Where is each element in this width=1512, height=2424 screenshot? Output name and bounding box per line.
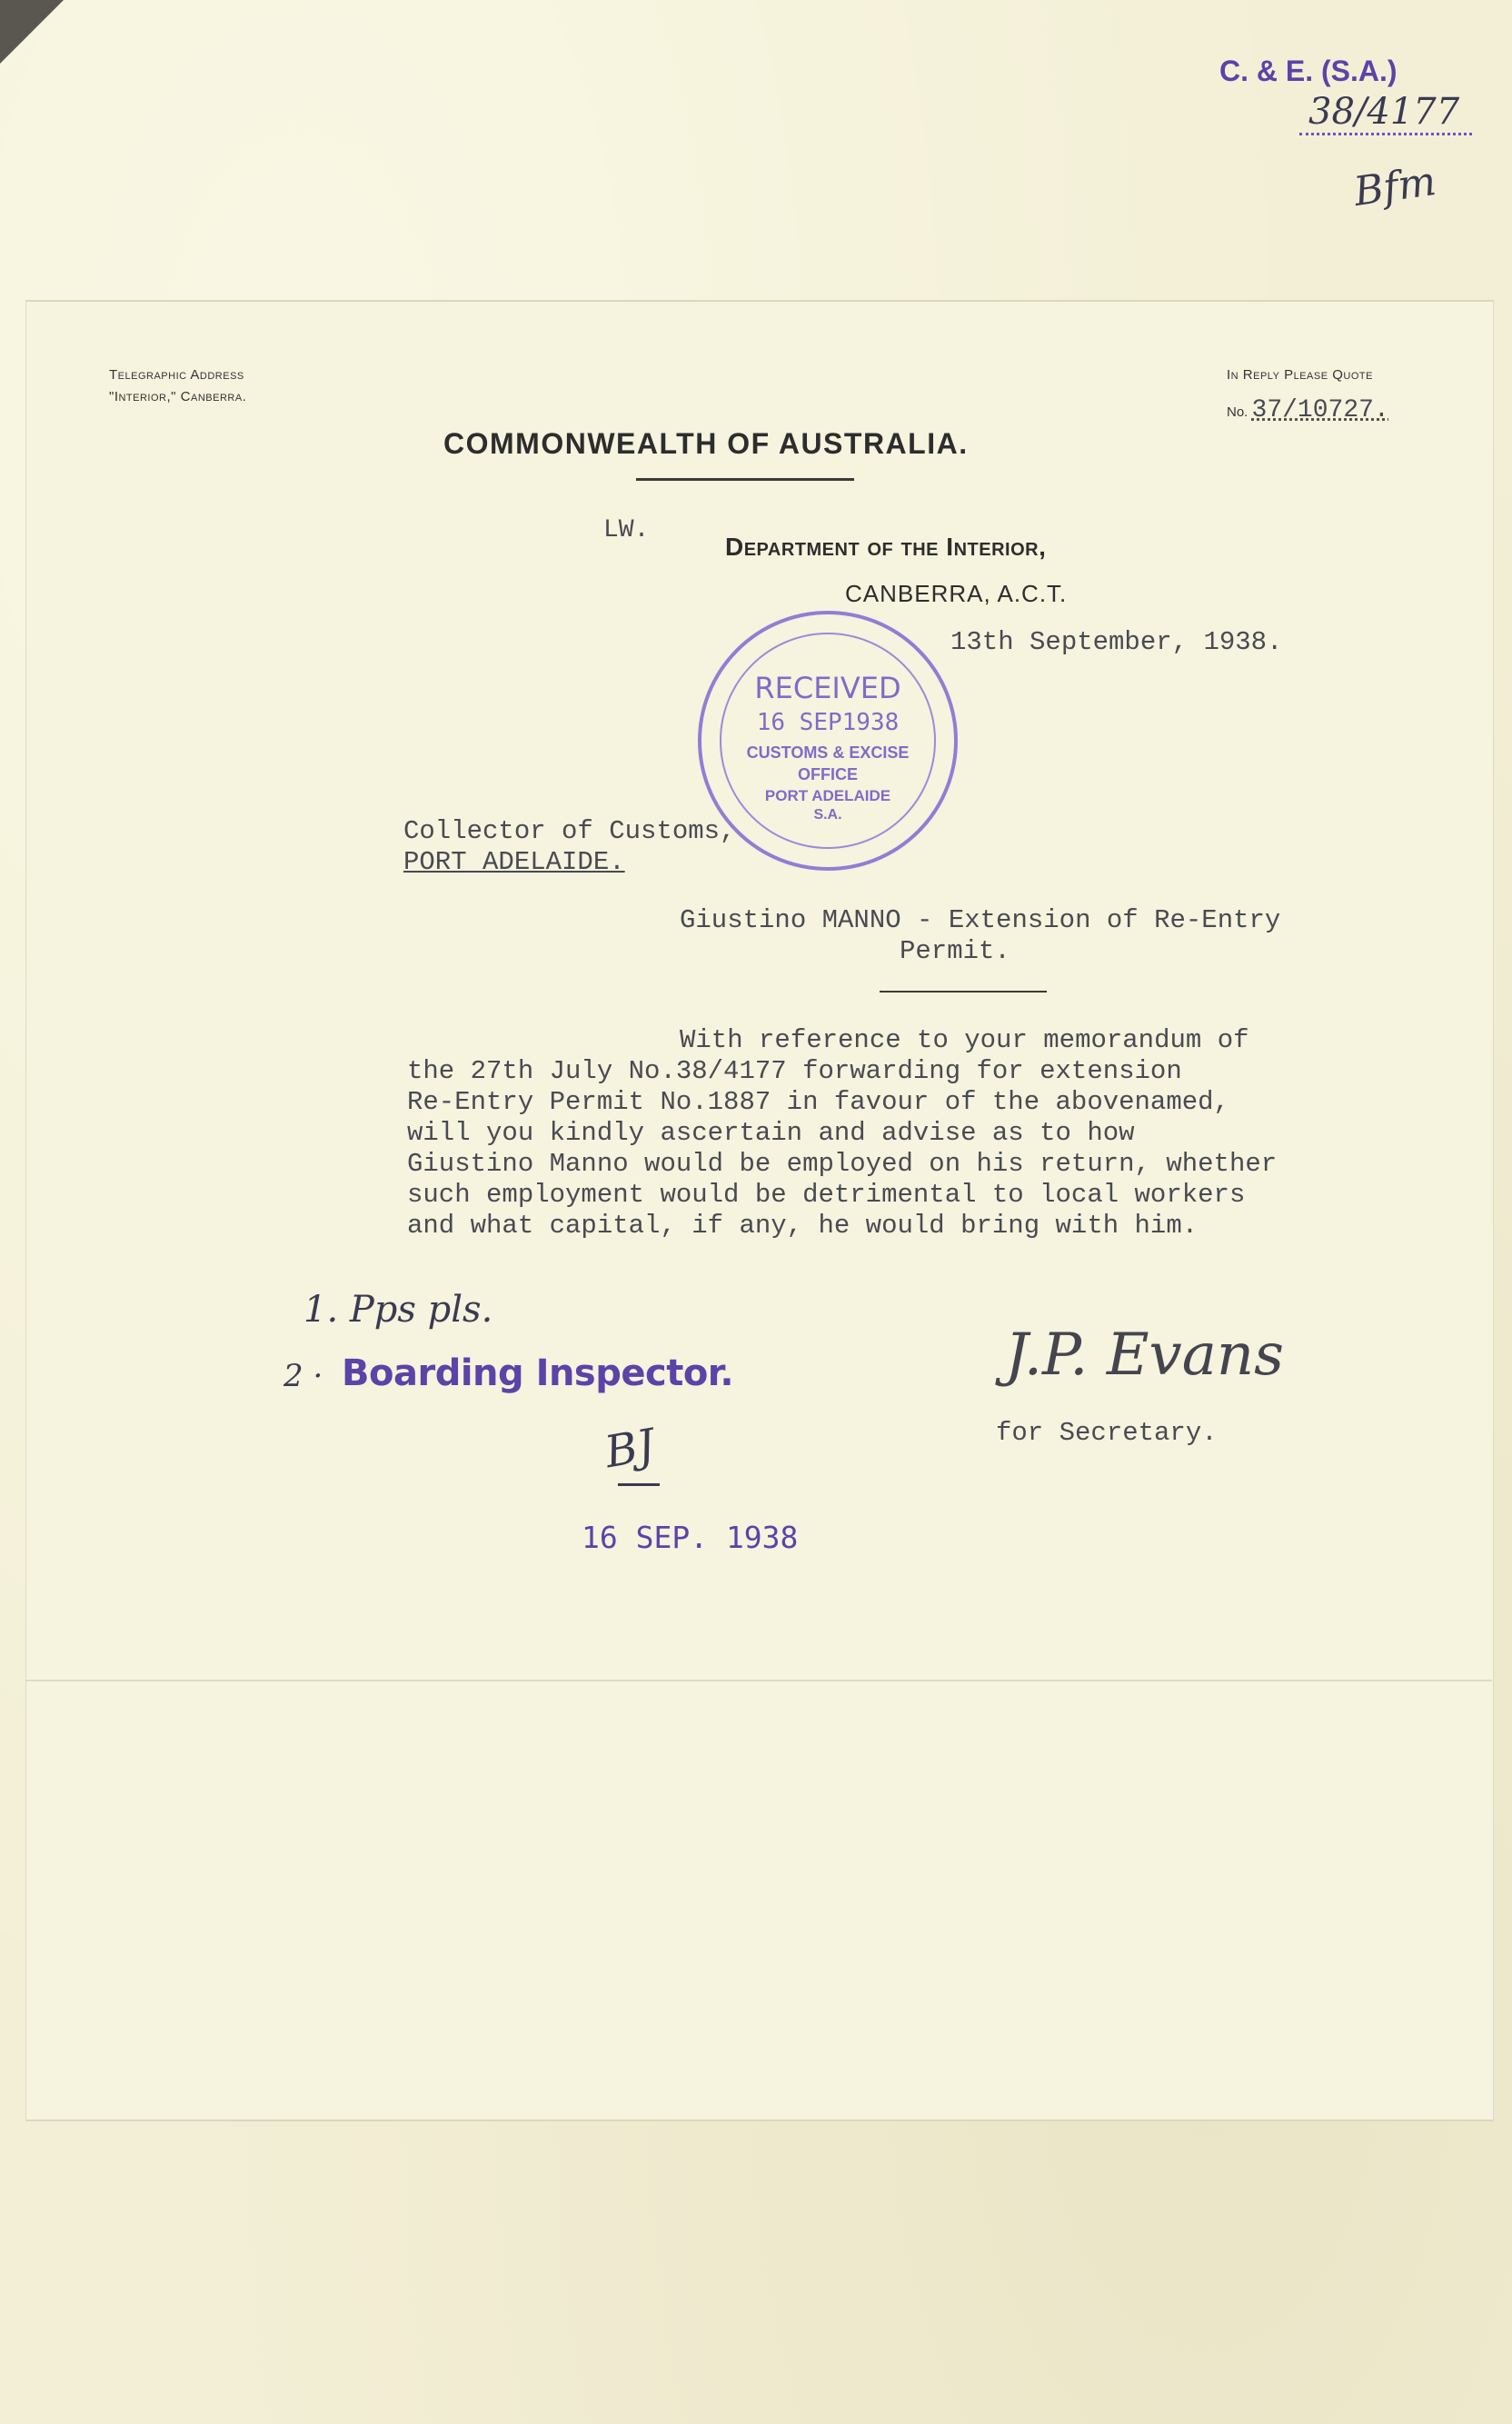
- reply-no-prefix: No.: [1227, 404, 1248, 420]
- body-line-6: such employment would be detrimental to local workers: [407, 1180, 1246, 1210]
- boarding-inspector-stamp: Boarding Inspector.: [342, 1352, 734, 1394]
- annotation-date-stamp: 16 SEP. 1938: [582, 1520, 799, 1555]
- annotation-note-1: 1. Pps pls.: [303, 1289, 493, 1331]
- reply-no-value: 37/10727.: [1251, 396, 1389, 424]
- stamp-state: S.A.: [813, 807, 842, 823]
- signature: J.P. Evans: [1005, 1322, 1284, 1389]
- subject-line-1: Giustino MANNO - Extension of Re-Entry: [680, 905, 1281, 935]
- addressee-line-2: PORT ADELAIDE.: [403, 847, 625, 877]
- body-line-3: Re-Entry Permit No.1887 in favour of the abovenamed,: [407, 1087, 1229, 1117]
- stamp-received: RECEIVED: [754, 671, 901, 705]
- reply-quote-label: In Reply Please Quote: [1227, 367, 1373, 383]
- telegraphic-address-label: Telegraphic Address: [109, 367, 244, 383]
- addressee-line-1: Collector of Customs,: [403, 816, 736, 846]
- body-line-1: With reference to your memorandum of: [680, 1025, 1249, 1055]
- stamp-customs: CUSTOMS & EXCISE: [746, 743, 910, 762]
- body-line-4: will you kindly ascertain and advise as to how: [407, 1118, 1135, 1148]
- file-ref-number: 38/4177: [1308, 91, 1460, 133]
- folded-corner: [0, 0, 64, 64]
- annotation-initial-mark: BJ: [601, 1419, 659, 1479]
- stamp-date: 16 SEP1938: [756, 709, 900, 736]
- body-line-5: Giustino Manno would be employed on his return, whether: [407, 1149, 1278, 1179]
- body-line-7: and what capital, if any, he would bring with him.: [407, 1211, 1199, 1241]
- department-name: Department of the Interior,: [725, 533, 1047, 561]
- body-line-2: the 27th July No.38/4177 forwarding for extension: [407, 1056, 1182, 1086]
- file-ref-dotted-line: [1299, 133, 1472, 135]
- letterhead-title: COMMONWEALTH OF AUSTRALIA.: [443, 427, 969, 460]
- annotation-note-2-number: 2 ·: [284, 1358, 323, 1394]
- fold-crease: [25, 1680, 1492, 1681]
- received-stamp: [698, 611, 958, 871]
- subject-rule: [880, 991, 1047, 993]
- reply-quote-line: [1227, 396, 1389, 424]
- department-city: CANBERRA, A.C.T.: [845, 580, 1068, 607]
- file-ref-label: C. & E. (S.A.): [1219, 55, 1398, 87]
- letter-initials: LW.: [603, 516, 650, 544]
- file-ref-initials: Bfm: [1350, 157, 1439, 216]
- stamp-office: OFFICE: [798, 765, 858, 783]
- letter-date: 13th September, 1938.: [950, 627, 1283, 657]
- annotation-initial-underline: [618, 1483, 660, 1486]
- signature-title: for Secretary.: [996, 1418, 1218, 1448]
- telegraphic-address-value: "Interior," Canberra.: [109, 389, 247, 404]
- stamp-port: PORT ADELAIDE: [764, 787, 891, 804]
- title-rule: [636, 478, 854, 481]
- subject-line-2: Permit.: [900, 936, 1010, 966]
